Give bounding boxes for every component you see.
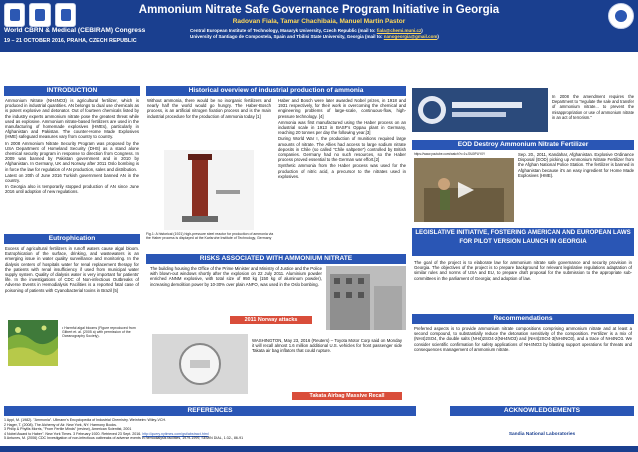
algal-bloom-image [8,320,58,366]
history-paragraph: During World War I, the production of munitions required large amounts of nitrate. The Allies had access to large sodium nitrate deposits in Chile (so called "Chile saltpetre") controlled by British companies. Germany had no such resources, so the Haber process proved essential to the German war effort.[2] [278,136,406,163]
history-paragraph: Haber and Bosch were later awarded Nobel prizes, in 1918 and 1931 respectively, for their work in overcoming the chemical and engineering problems of large-scale, continuous-flow, high-pressure technology. [4] [278,98,406,119]
history-paragraph: Synthetic ammonia from the Haber process was used for the production of nitric acid, a precursor to the nitrates used in explosives. [278,163,406,179]
intro-paragraph: In Georgia also is temporarily stopped production of AN since June 2016 until adoption of new regulations. [5,184,139,195]
reference-url-link[interactable]: http://query.nytimes.com/gst/abstract.html [142,431,209,436]
introduction-text [5,98,139,230]
takata-text: WASHINGTON, May 23, 2016 (Reuters) – Toyota Motor Corp said on Monday it will recall almost 1.6 million additional U.S. vehicles for front passenger side Takata air bag inflators that could rupture. [252,338,402,354]
eod-heading: EOD Destroy Ammonium Nitrate Fertilizer [412,140,634,150]
takata-airbag-image [152,334,248,394]
acknowledgements-text: Sandia National Laboratories [508,432,576,437]
reference-item-text: 4 Nobel Award to Haber". New York Times. 3 February 1920. Retrieved 23 Sept. 2016. [4,431,142,436]
history-paragraph: Ammonia was first manufactured using the Haber process on an industrial scale in 1913 in BASF's Oppau plant in Germany, reaching 20 tonnes per day the following year.[3] [278,119,406,136]
affiliation-1-end: ) [421,28,423,33]
homeland-security-image [412,88,548,132]
intro-paragraph: In 2008 Ammonium Nitrate Security Program was proposed by the USA Department of Homeland Security (DHS) as a stand alone chemical security program in response to direction from Congress. In 2009 was banned by Pakistan government and in 2010 by Afghanistan. In Germany, UK and Norway after 2011 Oslo bombing is in force the law for regulation of AN production, sales and distribution. [5,140,139,172]
reference-item: 5 Antunes, M. (2006) CDC Investigation of non-infectious outbreaks of adverse events in hemodialysis facilities, 1979-1999, SEMIN DIAL, 1:32-, 86-91 [4,436,244,441]
haber-reactor-image [164,150,254,230]
poster-title: Ammonium Nitrate Safe Governance Program Initiative in Georgia [138,4,500,16]
email-link-2[interactable]: nanogeorgia@gmail.com [383,34,438,39]
risks-text: The building housing the Office of the Prime Minister and Ministry of Justice and the Police with blown-out windows shortly after the explosion on 22 July 2011. Aluminium powder enriched ANNM explosive, with total size of 950 kg (150 kg of aluminum powder), increasing demolition power by 10-30% over plain ANFO, was used in the Oslo bombing. [150,266,322,287]
eod-text: Sep. 20., 2011, Kandahar, Afghanistan. Explosive Ordinance Disposal (EOD) picking up Ammonium Nitrate Fertilizer from the Afghan National Police Station. The fertilizer is banned in Afghanistan because it's an easy ingredient for Home Made Explosives (HME). [518,152,634,178]
affiliation-1: Central European Institute of Technology, Masaryk University, Czech Republic (mail to: [190,28,377,33]
conference-name: World CBRN & Medical (CEBIRAM) Congress [4,27,146,34]
eod-video-url[interactable]: https://www.youtube.com/watch?v=1vJ0U0PUY0Y [414,152,486,156]
algal-bloom-caption-text: Harmful algal blooms (Figure reproduced from Gilbert et. al. (2005 a) with permission of the Oceanography Society). [62,326,136,339]
conference-date: 19 – 21 OCTOBER 2016, PRAHA, CZECH REPUBLIC [4,38,137,44]
references-heading: REFERENCES [4,406,416,416]
affiliation-2: University of Santiago de Compostela, Spain and Tbilisi State University, Georgia (mail to: [190,34,384,39]
footer-bar [0,446,638,452]
algal-bloom-caption: • Harmful algal blooms (Figure reproduced from Gilbert et. al. (2005 a) with permission of the Oceanography Society). [62,326,136,339]
affiliations [190,28,635,40]
eutrophication-heading: Eutrophication [4,234,140,244]
intro-paragraph: Ammonium Nitrate (NH4NO3) is agricultural fertilizer, which is produced in industrial quantities. AN belongs to dual use chemicals as is potent explosive and detonator. Out of fourteen chemicals listed by the industry experts ammonium nitrate pose the greatest threat while used as explosive. Ammonium nitrate-based fertilizers are used in the manufacturing of homemade explosives (HMEs), particularly in Afghanistan and Pakistan. The counter-Home Made Explosives (HME) safeguard measures vary from country to country. [5,98,139,140]
recommendations-heading: Recommendations [412,314,634,324]
email-link-1[interactable]: fiala@chemi.muni.cz [376,28,422,33]
poster-header [0,0,638,52]
affiliation-2-end: ) [437,34,439,39]
oslo-label: 2011 Norway attacks [230,316,312,324]
history-heading: Historical overview of industrial production of ammonia [146,86,406,96]
eutrophication-text: Excess of agricultural fertilizers in runoff waters cause algal bloom. Eutrophication of the surface, drinking, and wastewaters is an emerging issue in water quality surveillance and monitoring. In the dialysis centers of hospitals water for renal replacement therapy for the patients with renal insufficiency if used from municipal water supply system. Quality of dialysis water is very important for patients' life. In the investigations of CDC of Non-infectious Outbreaks of Adverse Events in Hemodialysis Facilities is a reported fatal case of poisoning of patients with Cyanobacterial toxins in Brazil [5] [5,246,139,293]
history-text-left: Without ammonia, there would be no inorganic fertilizers and nearly half the world would go hungry. The Haber-Bosch process, is an artificial nitrogen fixation process and is the main industrial procedure for the production of ammonia today [1] [147,98,271,119]
takata-label: Takata Airbag Massive Recall [292,392,402,400]
oslo-bombing-image [326,266,406,330]
reference-item: 1 Appl, M. (1982). "Ammonia". Ullmann's Encyclopedia of Industrial Chemistry. Weinheim: Wiley-VCH. [4,418,167,422]
legislative-text: The goal of the project is to elaborate law for ammonium nitrate safe governance and security provision in Georgia. The objectives of the project is to prepare background for relevant legislative regulations adaptation of similar rules and norms of USA and EU, to prepare draft proposal for the submission to the appropriate sub-committees in the parliament of Georgia; and adoption of law. [414,260,632,281]
risks-heading: RISKS ASSOCIATED WITH AMMONIUM NITRATE [146,254,406,264]
eod-video-image[interactable] [414,158,514,222]
introduction-heading: INTRODUCTION [4,86,140,96]
recommendations-text: Preferred aspects is to provide ammonium nitrate compositions comprising ammonium nitrate and at least a second compound, to substantially reduce the detonation sensitivity of the composition. Fertilizer is a mix of (NH4)2SO4, the double salts (NH4)2SO4·2(NH4NO3) and (NH4)2SO4·3(NH4NO3), and a trace of NH4NO3. We consider scientific confirmation for safety applications of NH4NO3 by blasting support operations for threats and consequences management of ammonium nitrate. [414,326,632,352]
dhs-quote: In 2008 the amendment requires the Department to "regulate the sale and transfer of ammonium nitrate... to prevent the misappropriation or use of ammonium nitrate in an act of terrorism." [552,94,634,120]
legislative-heading: LEGISLATIVE INITIATIVE, FOSTERING AMERICAN AND EUROPEAN LAWS FOR PILOT VERSION LAUNCH IN GEORGIA [412,228,634,256]
references-list [4,418,416,441]
intro-paragraph: Latest on 20th of June 2016 Turkish government banned AN in the country. [5,172,139,184]
acknowledgements-heading: ACKNOWLEDGEMENTS [450,406,634,416]
history-text-right [278,98,406,248]
reference-item: 2 Hager, T. (2008). The Alchemy of Air. New York, NY: Harmony Books. [4,422,117,427]
poster-authors: Radovan Fiala, Tamar Chachibaia, Manuel Martin Pastor [232,18,406,25]
reference-item: 3 Philip & Phyllis Morris, "From Fertile Minds" (review), American Scientist, 2001 [4,427,132,432]
reactor-caption: Fig.1: A historical (1921) high-pressure steel reactor for production of ammonia via the Haber process is displayed at the Karlsruhe Institute of Technology, Germany [146,232,274,241]
